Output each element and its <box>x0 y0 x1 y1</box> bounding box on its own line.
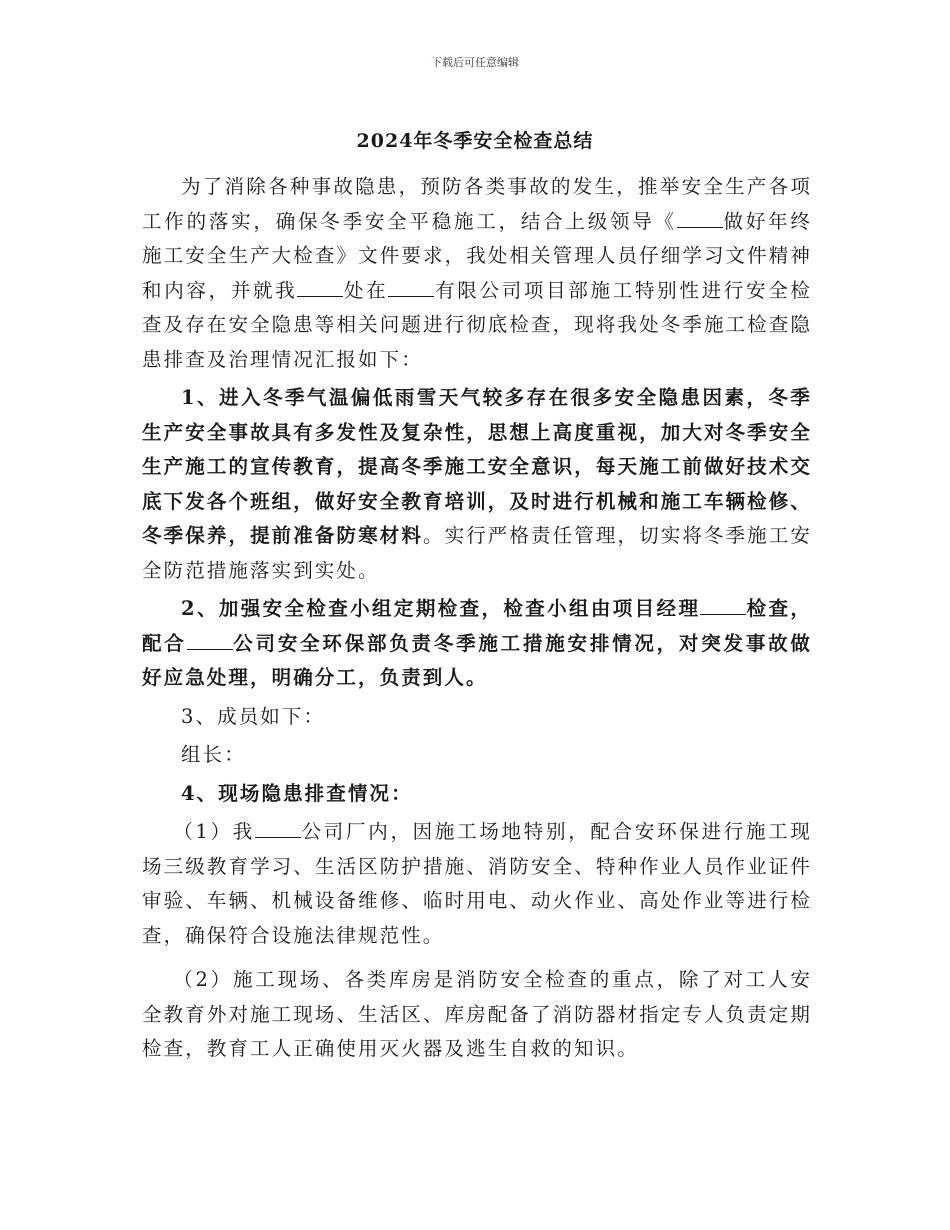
paragraph-item-2-part-b: 检查，配合 <box>142 597 813 655</box>
paragraph-sub-1-part-a: （1）我 <box>173 820 255 843</box>
blank-line <box>700 596 746 615</box>
blank-line <box>677 209 723 228</box>
paragraph-sub-2: （2）施工现场、各类库房是消防安全检查的重点，除了对工人安全教育外对施工现场、生活区、库房配备了消防器材指定专人负责定期检查，教育工人正确使用灭火器及逃生自救的知识。 <box>142 968 812 1060</box>
paragraph-intro-part-a: 为了消除各种事故隐患，预防各类事故的发生，推举安全生产各项工作的落实，确保冬季安全平稳施工，结合上级领导《 <box>142 175 812 233</box>
paragraph-sub-1 <box>142 815 812 953</box>
paragraph-item-2-part-a: 2、加强安全检查小组定期检查，检查小组由项目经理 <box>181 597 701 620</box>
paragraph-intro-part-c: 处在 <box>343 278 389 302</box>
paragraph-item-1-normal: 。实行严格责任管理，切实将冬季施工安全防范措施落实到实处。 <box>142 524 812 582</box>
paragraph-sub-1-part-b: 公司厂内，因施工场地特别，配合安环保进行施工现场三级教育学习、生活区防护措施、消防安全、特种作业人员作业证件审验、车辆、机械设备维修、临时用电、动火作业、高处作业等进行检查，确保符合设施法律规范性。 <box>142 820 812 947</box>
paragraph-item-3: 3、成员如下： <box>181 704 326 728</box>
paragraph-intro <box>142 170 812 377</box>
paragraph-intro-part-d: 有限公司项目部施工特别性进行安全检查及存在安全隐患等相关问题进行彻底检查，现将我处冬季施工检查隐患排查及治理情况汇报如下： <box>142 278 813 371</box>
paragraph-item-4: 4、现场隐患排查情况： <box>181 781 413 805</box>
blank-line <box>388 278 434 297</box>
header-note: 下载后可任意编辑 <box>431 56 519 69</box>
paragraph-team-leader: 组长： <box>181 743 246 766</box>
blank-line <box>297 278 343 297</box>
document-body <box>142 170 812 1067</box>
paragraph-intro-part-b: 做好年终施工安全生产大检查》文件要求，我处相关管理人员仔细学习文件精神和内容，并就我 <box>142 209 813 302</box>
document-title: 2024年冬季安全检查总结 <box>356 130 594 152</box>
blank-line <box>187 631 233 650</box>
blank-line <box>255 819 301 838</box>
paragraph-item-2 <box>142 592 812 696</box>
paragraph-item-2-part-c: 公司安全环保部负责冬季施工措施安排情况，对突发事故做好应急处理，明确分工，负责到人。 <box>142 631 812 689</box>
paragraph-item-1 <box>142 381 812 588</box>
paragraph-item-1-bold: 1、进入冬季气温偏低雨雪天气较多存在很多安全隐患因素，冬季生产安全事故具有多发性及复杂性，思想上高度重视，加大对冬季安全生产施工的宣传教育，提高冬季施工安全意识，每天施工前做好技术交底下发各个班组，做好安全教育培训，及时进行机械和施工车辆检修、冬季保养，提前准备防寒材料 <box>142 386 812 547</box>
